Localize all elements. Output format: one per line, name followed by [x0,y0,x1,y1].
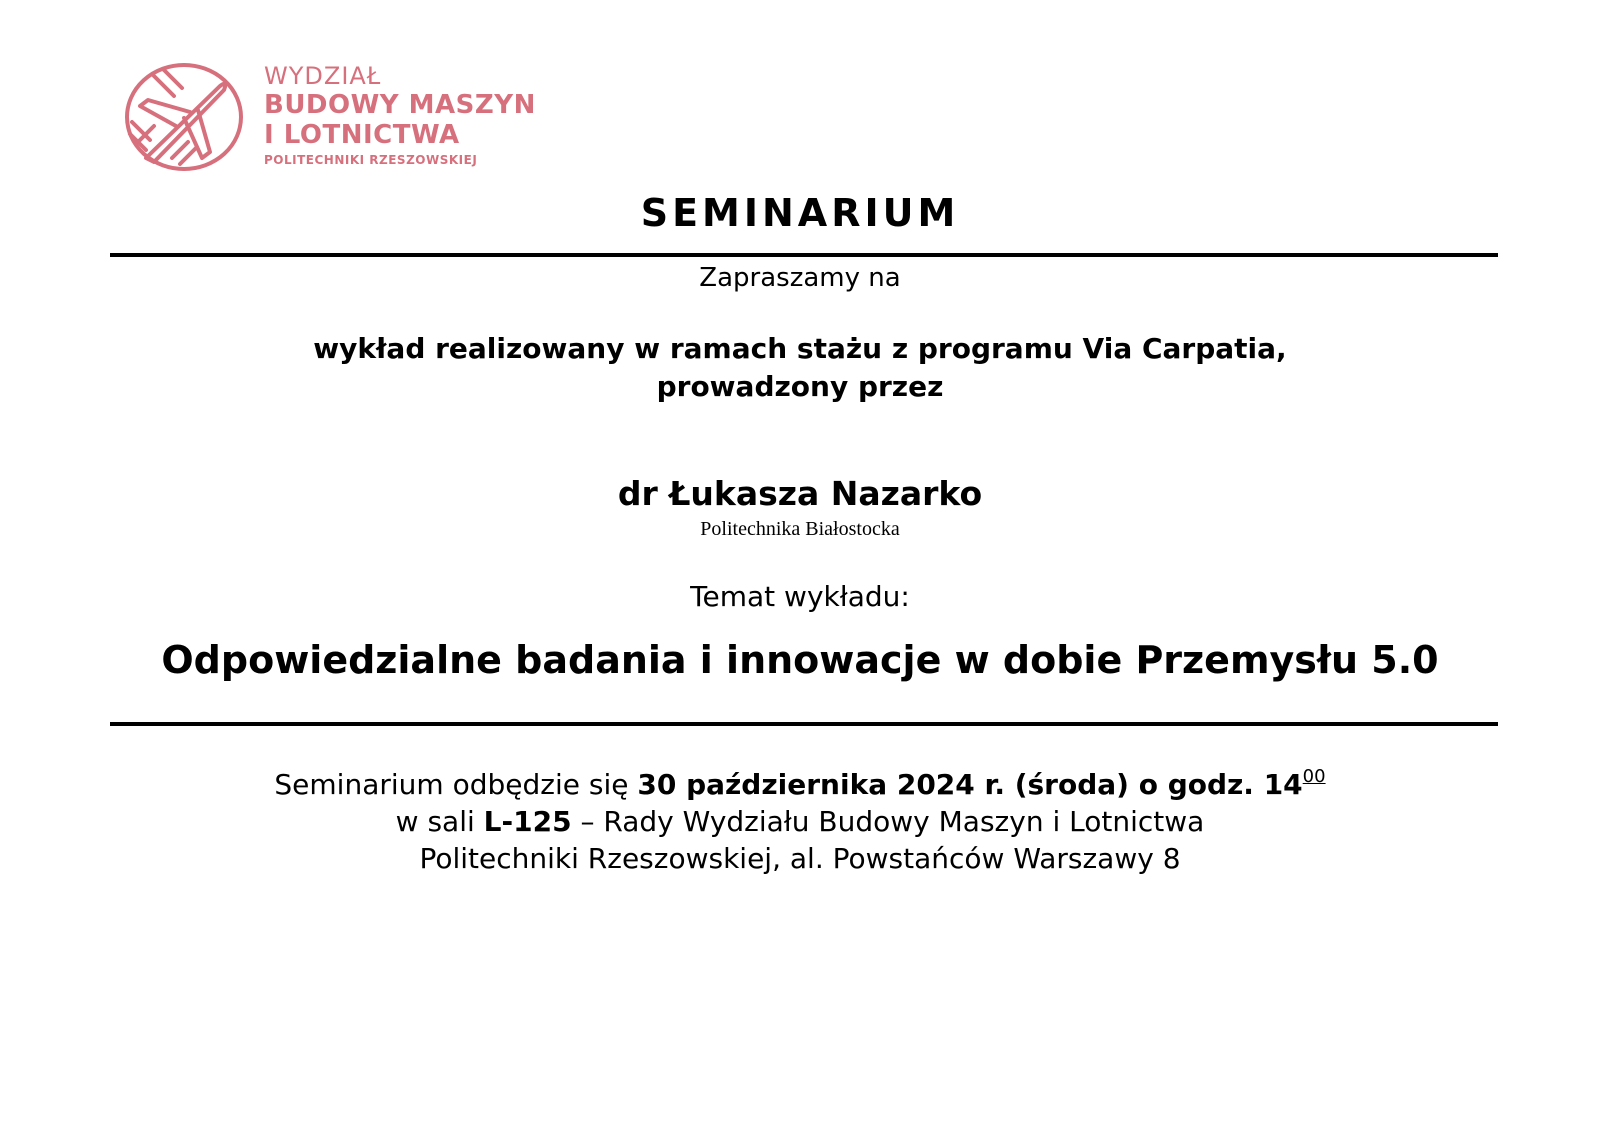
details-date-prefix: Seminarium odbędzie się [274,768,638,801]
logo-line-university: POLITECHNIKI RZESZOWSKIEJ [264,153,478,167]
invitation-text: Zapraszamy na [699,263,901,293]
details-date: 30 października 2024 r. (środa) o godz. 14 [637,768,1303,801]
details-room: L-125 [483,805,572,838]
topic-label: Temat wykładu: [690,580,910,613]
lecture-line-2: prowadzony przez [656,370,944,403]
speaker-affiliation: Politechnika Białostocka [700,518,900,540]
details-line-address: Politechniki Rzeszowskiej, al. Powstańców Warszawy 8 [419,842,1181,875]
logo-wordmark [264,62,536,170]
faculty-logo [124,62,544,174]
airplane-logo-icon [124,62,246,174]
logo-line-mechanical: BUDOWY MASZYN [264,90,536,120]
logo-line-faculty: WYDZIAŁ [264,62,382,90]
bottom-divider [110,722,1498,726]
details-line-date [0,766,1600,803]
topic-title: Odpowiedzialne badania i innowacje w dobie Przemysłu 5.0 [161,638,1439,682]
details-line-room [0,803,1600,840]
details-room-suffix: – Rady Wydziału Budowy Maszyn i Lotnictwa [571,805,1205,838]
lecture-description [0,330,1600,406]
details-room-prefix: w sali [395,805,484,838]
logo-line-aviation: I LOTNICTWA [264,120,460,150]
seminar-details [0,766,1600,877]
page-title: SEMINARIUM [640,191,960,235]
top-divider [110,253,1498,257]
speaker-name: dr Łukasza Nazarko [617,474,983,513]
details-time-minutes: 00 [1302,766,1326,787]
lecture-line-1: wykład realizowany w ramach stażu z programu Via Carpatia, [313,332,1287,365]
